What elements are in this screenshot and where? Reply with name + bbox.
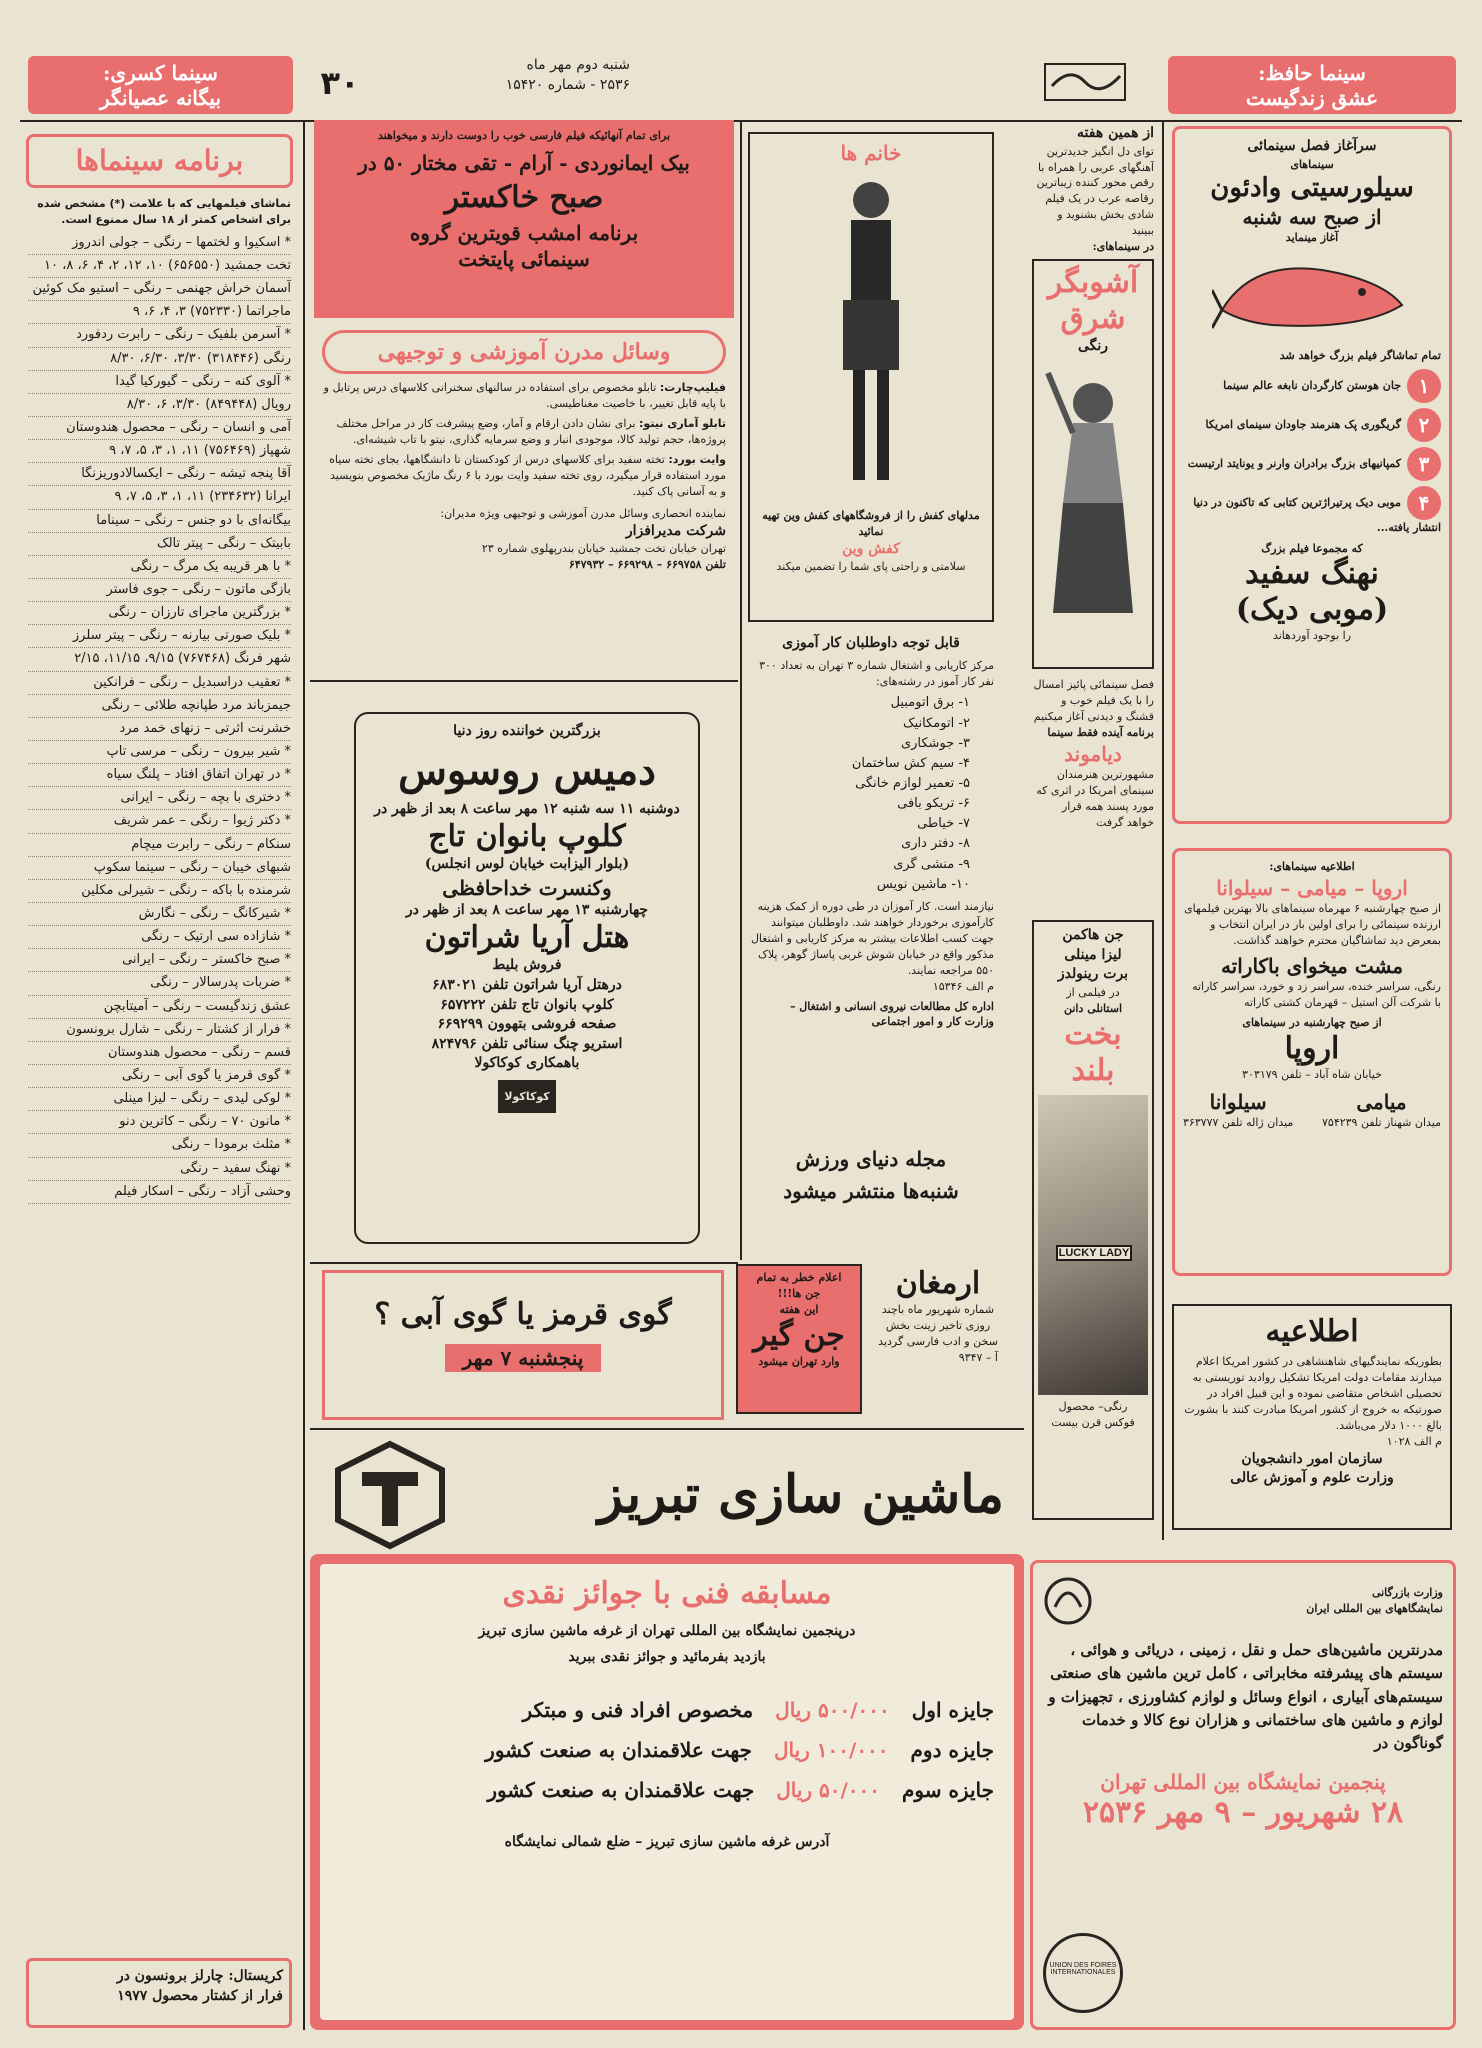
ad-bakht-boland [1032,920,1154,1520]
ad-educational-tools [314,326,734,676]
demis-date1: دوشنبه ۱۱ سه شنبه ۱۲ مهر ساعت ۸ بعد از ظهر در [374,800,680,817]
cinema-listing-item: بابیتک – رنگی – پیتر تالک [28,533,291,556]
karamooz-field-item: ۱۰- ماشین نویس [876,876,970,892]
demis-venue2: هتل آریا شراتون [424,920,630,956]
karamooz-field-item: ۷- خیاطی [917,816,970,832]
cinema-program-title: برنامه سینماها [75,144,244,177]
whale-item-text: کمپانیهای بزرگ برادران وارنر و یونایتد ارتیست [1187,456,1401,470]
tabriz-prize-row [340,1777,994,1803]
sobh-title: صبح خاکستر [444,179,604,215]
bakht-studio: فوکس قرن بیست [1051,1415,1135,1429]
cinema-listing-item: * بزرگترین ماجرای تارزان – رنگی [28,602,291,625]
tabriz-contest-panel [310,1554,1024,2030]
cinema-listing-item: شهپاز (۷۵۶۴۶۹) ۱۱، ۱، ۳، ۵، ۷، ۹ [28,440,291,463]
tabriz-prize-amount: ۵۰/۰۰۰ ریال [776,1778,881,1803]
edu-title: وسائل مدرن آموزشی و توجیهی [377,339,671,365]
cinema-listing-item: * در تهران اتفاق افتاد – پلنگ سیاه [28,764,291,787]
whale-item-number: ۲ [1407,408,1441,442]
coca-cola-logo: کوکاکولا [498,1080,555,1113]
europa-from: از صبح چهارشنبه در سینماهای [1242,1015,1382,1029]
edu-company: شرکت مدیرافزار [625,522,726,539]
ad-ashoobgar [1028,120,1158,900]
demis-tel4: استریو چنگ سنائی تلفن ۸۲۴۷۹۶ [431,1035,623,1052]
karamooz-field-item: ۶- تریکو بافی [897,796,970,812]
ad-karamooz [742,628,1000,1128]
sobh-cast: بیک ایمانوردی - آرام - تقی مختار ۵۰ در [358,150,690,175]
demis-venue1: کلوپ بانوان تاج [428,819,626,855]
cinema-listing-item: * آسرمن بلفیک – رنگی – رابرت ردفورد [28,324,291,347]
whale-conclusion: که مجموعا فیلم بزرگ [1261,541,1363,555]
whale-item [1183,486,1441,536]
edu-item1-title: فیلیپ‌چارت: [659,381,726,394]
tabriz-prize-desc: مخصوص افراد فنی و مبتکر [522,1698,754,1723]
ashoobgar-title: آشوبگر شرق [1047,265,1139,337]
karamooz-field-item: ۲- اتومکانیک [902,715,970,731]
demis-sponsor: باهمکاری کوکاکولا [474,1055,580,1072]
whale-start: آغاز مینماید [1285,230,1339,244]
cinema-listing-item: بیگانه‌ای با دو جنس – رنگی – سیناما [28,510,291,533]
dancer-figure-icon [1043,363,1143,623]
cinema-listing-item: شرمنده با باکه – رنگی – شیرلی مکلین [28,880,291,903]
cinema-listing-item: * آلوی کنه – رنگی – گیورکیا گیدا [28,371,291,394]
karamooz-field-item: ۴- سیم کش ساختمان [851,755,970,771]
fair-body: مدرنترین ماشین‌های حمل و نقل ، زمینی ، دریائی و هوائی ، سیستم های پیشرفته مخابراتی ، کامل ترین ماشین های صنعتی سیستم‌های آبیاری ، انواع وسائل و لوازم کشاورزی ، تجهیزات و لوازم و ماشین های ساختمانی و هزاران نوع کالا و خدمات گوناگون در [1048,1641,1443,1752]
ad-armaghan [874,1262,1002,1412]
cinema-listing-item: * لوکی لیدی – رنگی – لیزا مینلی [28,1088,291,1111]
whale-cinemas: سینماهای [1290,157,1334,171]
edu-title-frame [322,330,726,374]
demis-tel3: صفحه فروشی بتهوون ۶۶۹۲۹۹ [437,1016,617,1033]
edu-rep: نماینده انحصاری وسائل مدرن آموزشی و توجیهی ویژه مدیران: [440,506,726,520]
tabriz-address: آدرس غرفه ماشین سازی تبریز – ضلع شمالی نمایشگاه [504,1834,830,1851]
whale-title: نهنگ سفید [1245,556,1379,592]
cinema-listing-item: خشرنت اثرتی – زنهای خمد مرد [28,718,291,741]
edu-phones: تلفن ۶۶۹۷۵۸ – ۶۶۹۲۹۸ – ۶۴۷۹۳۲ [568,558,726,572]
cinema-listing-item: شهر فرنگ (۷۶۷۴۶۸) ۹/۱۵، ۱۱/۱۵، ۲/۱۵ [28,648,291,671]
whale-names: سیلورسیتی وادئون [1210,172,1414,203]
right-banner-title: سینما حافظ: [1258,61,1366,85]
karamooz-body: نیازمند است. کار آموزان در طی دوره از کمک هزینه کارآموزی برخوردار خواهند شد. داوطلبان میتوانند جهت کسب اطلاعات بیشتر به مرکز کاریابی و اشتغال مذکور واقع در خیابان شوش غربی پاساژ گوهر، پلاک ۵۵۰ مراجعه نمایند. [750,899,994,977]
cinema-listing-item: * گوی قرمز یا گوی آبی – رنگی [28,1065,291,1088]
whale-image [1183,250,1441,344]
varzesh-line1: مجله دنیای ورزش [795,1147,947,1171]
tabriz-line1: درپنجمین نمایشگاه بین المللی تهران از غرفه ماشین سازی تبریز [478,1623,856,1639]
whale-item-text: موبی دیک پرتیراژترین کتابی که تاکنون در دنیا انتشار یافته... [1193,495,1441,534]
ashoobgar-season: فصل سینمائی پائیز امسال را با یک فیلم خوب و قشنگ و دیدنی آغاز میکنیم [1033,678,1154,724]
page-number: ۳۰ [320,64,360,102]
tabriz-title: ماشین سازی تبریز [598,1464,1004,1526]
karamooz-sign1: اداره کل مطالعات نیروی انسانی و اشتغال – [789,999,994,1013]
cinema-listing-item: * مانون ۷۰ – رنگی – کاترین دنو [28,1111,291,1134]
newspaper-logo [1040,56,1130,108]
logo-icon [1040,56,1130,108]
ad-europa [1172,848,1452,1276]
ashoobgar-sub: رنگی [1077,338,1109,355]
left-header-banner [28,56,293,114]
sobh-intro: برای تمام آنهائیکه فیلم فارسی خوب را دوست دارند و میخواهند [377,129,671,142]
fair-dates: ۲۸ شهریور – ۹ مهر ۲۵۳۶ [1082,1795,1404,1831]
jengir-line4: وارد تهران میشود [758,1354,840,1368]
cinema-listing-item: ایرانا (۲۳۴۶۳۲) ۱۱، ۱، ۳، ۵، ۷، ۹ [28,486,291,509]
cinema-listing-item: عشق زندگیست – رنگی – آمیتابچن [28,996,291,1019]
cinema-listing-item: آقا پنجه تیشه – رنگی – ایکسالادوریزنگا [28,463,291,486]
cinema-listing-item: رویال (۸۴۹۴۴۸) ۳/۳۰، ۶، ۸/۳۰ [28,394,291,417]
karamooz-field-item: ۸- دفتر داری [901,836,970,852]
ashoobgar-cinema: دیاموند [1064,741,1122,766]
cinema-listing-item: قسم – رنگی – محصول هندوستان [28,1042,291,1065]
bakht-poster-image [1038,1095,1148,1395]
whale-from: از صبح سه شنبه [1242,204,1382,229]
cinema-program-footer [26,1958,292,2028]
whale-head: سرآغاز فصل سینمائی [1247,138,1377,154]
bakht-title: بخت بلند [1064,1016,1122,1088]
cinema-listing-item: * بلیک صورتی بیارنه – رنگی – پیتر سلرز [28,625,291,648]
edu-item3-title: وایت بورد: [668,452,726,466]
notice-title: اطلاعیه [1265,1314,1359,1349]
cinema-listing-item: بازگی ماتون – رنگی – جوی فاستر [28,579,291,602]
whale-item-text: جان هوستن کارگردان نابغه عالم سینما [1223,378,1401,392]
edu-item2-title: تابلو آماری نیتو: [639,416,726,430]
whale-title2: (موبی دیک) [1235,592,1389,628]
bakht-in-film: در فیلمی از [1066,985,1120,999]
armaghan-text: شماره شهریور ماه باچند روزی تاخیر زینت بخش سخن و ادب فارسی گردید [878,1303,998,1348]
cinema-listing-item: * دختری با بچه – رنگی – ایرانی [28,787,291,810]
tabriz-prize-desc: جهت علاقمندان به صنعت کشور [487,1778,755,1803]
cinema-listing-item: شبهای خیبان – رنگی – سینما سکوپ [28,857,291,880]
cinema-listing-item: آمی و انسان – رنگی – محصول هندوستان [28,417,291,440]
europa-c3-addr: میدان ژاله تلفن ۳۶۳۷۷۷ [1183,1115,1294,1129]
europa-c2: میامی [1356,1089,1407,1114]
rule-mid [310,1428,1024,1430]
ministry-emblem-icon [1043,1573,1093,1629]
cinema-listing-item: * شیر بیرون – رنگی – مرسی تاپ [28,741,291,764]
cinema-listing-item: سنکام – رنگی – رابرت میچام [28,834,291,857]
cinema-program [22,128,297,2028]
left-banner-title: سینما کسری: [103,61,218,85]
ad-goy [322,1270,724,1420]
cinema-listing-item: * نهنگ سفید – رنگی [28,1158,291,1181]
notice-body: بطوریکه نمایندگیهای شاهنشاهی در کشور امریکا اعلام میدارند مقامات دولت امریکا تشکیل روادید توریستی به تحصیلی اشخاص متقاضی نموده و این قبیل افراد در صورتیکه به خروج از کشور امریکا مبادرت کنند با بشورت بالغ ۱۰۰۰ دلار می‌باشد. [1184,1355,1442,1432]
ashoobgar-future: برنامه آینده فقط سینما [1047,725,1154,739]
cinema-program-header [26,134,293,188]
karamooz-sign2: وزارت کار و امور اجتماعی [871,1015,994,1029]
whale-sub: تمام تماشاگر فیلم بزرگ خواهد شد [1279,348,1441,362]
ad-khanumha [748,132,994,622]
cinema-listings [22,230,297,1206]
tabriz-prize-row [340,1697,994,1723]
cinema-listing-item: * ضربات پدرسالار – رنگی [28,972,291,995]
jengir-line2: جن ها!!! [777,1286,821,1300]
ad-sobh-khakestar [314,120,734,318]
col-rule-2 [740,120,742,1260]
cinema-listing-item: * با هر قریبه یک مرگ – رنگی [28,556,291,579]
khanumha-tag: سلامتی و راحتی پای شما را تضمین میکند [776,560,966,574]
date-text: شنبه دوم مهر ماه [526,57,630,73]
whale-item-number: ۳ [1407,447,1441,481]
edu-address: تهران خیابان تخت جمشید خیابان بندرپهلوی شماره ۲۳ [481,542,726,556]
bakht-cast3: برت رینولدز [1057,966,1129,983]
notice-sign2: وزارت علوم و آموزش عالی [1230,1470,1394,1487]
cinema-listing-item: وحشی آزاد – رنگی – اسکار فیلم [28,1181,291,1204]
cinema-listing-item: * فرار از کشتار – رنگی – شارل برونسون [28,1019,291,1042]
footer-line2: فرار از کشتار محصول ۱۹۷۷ [117,1987,283,2004]
edu-item1-text: تابلو مخصوص برای استفاده در سالنهای سخنرانی کلاسهای درس پرتابل و با پایه قابل تغییر، با خاصیت مغناطیسی. [323,381,726,410]
rule-edu [310,680,738,682]
tabriz-prize-desc: جهت علاقمندان به صنعت کشور [485,1738,752,1763]
karamooz-field-item: ۹- منشی گری [893,856,970,872]
fair-org: نمایشگاههای بین المللی ایران [1306,1602,1443,1615]
ad-white-whale [1172,126,1452,824]
khanumha-caption: مدلهای کفش را از فروشگاههای کفش وین تهیه نمائید [762,509,980,538]
whale-items [1183,369,1441,536]
whale-icon [1212,250,1412,340]
col-rule-1 [303,120,305,2030]
cinema-listing-item: * صبح خاکستر – رنگی – ایرانی [28,949,291,972]
demis-name: دمیس روسوس [398,746,656,794]
ad-varzesh [742,1140,1000,1240]
ad-fair [1030,1560,1456,2030]
khanumha-title: خانم ها [840,141,902,165]
sobh-line: برنامه امشب قویترین گروه [409,220,639,245]
whale-item-number: ۱ [1407,369,1441,403]
goy-date: پنجشنبه ۷ مهر [445,1344,602,1372]
cinema-listing-item: * مثلث برمودا – رنگی [28,1134,291,1157]
europa-desc: رنگی، سراسر خنده، سراسر زد و خورد، سراسر کاراته با شرکت آلن استیل – قهرمان کشتی کاراته [1192,979,1441,1009]
ad-notice [1172,1304,1452,1530]
whale-item-text: گریگوری پک هنرمند جاودان سینمای امریکا [1205,417,1401,431]
left-banner-sub: بیگانه عصیانگر [99,86,222,110]
whale-item-number: ۴ [1407,486,1441,520]
rule-demis [310,1262,738,1264]
edu-item2-text: برای نشان دادن ارقام و آمار، وضع پیشرفت کار در مراحل مختلف پروژه‌ها، حجم تولید کالا، موجودی انبار و وضع سرمایه گذاری، نیتو با تاب شیشه‌ای. [336,416,726,446]
fair-ministry: وزارت بازرگانی [1371,1586,1443,1600]
fair-union-logo: UNION DES FOIRES INTERNATIONALES [1043,1933,1123,2013]
tabriz-prize-amount: ۵۰۰/۰۰۰ ریال [775,1698,890,1723]
demis-top: بزرگترین خواننده روز دنیا [453,723,601,739]
karamooz-field-item: ۳- جوشکاری [900,735,970,751]
right-header-banner [1168,56,1456,114]
tabriz-prize-rank: جایزه اول [911,1698,994,1723]
tabriz-prize-row [340,1737,994,1763]
demis-address1: (بلوار الیزابت خیابان لوس انجلس) [424,856,630,873]
cinema-listing-item: ماجراتما (۷۵۲۳۳۰) ۳، ۴، ۶، ۹ [28,301,291,324]
jengir-title: جن گیر [753,1317,845,1353]
dancer-image [1043,363,1143,623]
ad-jengir [736,1264,862,1414]
tabriz-prize-rank: جایزه دوم [910,1738,994,1763]
demis-date2: چهارشنبه ۱۳ مهر ساعت ۸ بعد از ظهر در [405,901,649,918]
armaghan-ref: آ – ۹۳۴۷ [958,1350,998,1364]
demis-sale: فروش بلیط [492,957,562,974]
cinema-listing-item: رنگی (۳۱۸۴۴۶) ۳/۳۰، ۶/۳۰، ۸/۳۰ [28,348,291,371]
issue-text: ۲۵۳۶ - شماره ۱۵۴۲۰ [505,76,630,93]
ad-tabriz [310,1436,1024,2030]
whale-item [1183,447,1441,481]
tabriz-prize-rank: جایزه سوم [902,1778,994,1803]
tabriz-prize-amount: ۱۰۰/۰۰۰ ریال [773,1738,889,1763]
bakht-cast1: جن هاکمن [1062,927,1124,943]
karamooz-intro: مرکز کاریابی و اشتغال شماره ۳ تهران به تعداد ۳۰۰ نفر کار آموز در رشته‌های: [759,658,994,688]
whale-item [1183,408,1441,442]
bakht-director: استانلی دانن [1063,1001,1123,1015]
europa-body: از صبح چهارشنبه ۶ مهرماه سینماهای بالا بهترین فیلمهای ارزنده سینمائی را برای اولین بار در ایران انتخاب و بمعرض دید تماشاگیان محترم خواهند گذاشت. [1184,901,1441,947]
ashoobgar-in: در سینماهای: [1092,240,1154,254]
cinema-listing-item: * دکتر ژیوا – رنگی – عمر شریف [28,810,291,833]
khanumha-brand: کفش وین [842,540,900,557]
europa-c1: اروپا [1284,1030,1340,1066]
europa-c3: سیلوانا [1209,1089,1267,1114]
ashoobgar-intro: از همین هفته [1077,125,1154,141]
karamooz-field-item: ۵- تعمیر لوازم خانگی [855,776,970,792]
ad-demis-roussos [354,712,700,1244]
karamooz-field-item: ۱- برق اتومبیل [890,695,970,711]
cinema-listing-item: * شازاده سی ارتیک – رنگی [28,926,291,949]
cinema-listing-item: * تعقیب دراسبدیل – رنگی – فرانکین [28,672,291,695]
footer-line1: کریستال: چارلز برونسون در [116,1968,283,1984]
europa-c2-addr: میدان شهناز تلفن ۷۵۴۲۳۹ [1322,1115,1441,1129]
cinema-listing-item: * شیرکانگ – رنگی – نگارش [28,903,291,926]
varzesh-line2: شنبه‌ها منتشر میشود [783,1179,959,1203]
whale-end: را بوجود آوردهاند [1272,629,1352,643]
tabriz-line2: بازدید بفرمائید و جوائز نقدی ببرید [568,1648,766,1665]
cinema-listing-item: آسمان خراش جهنمی – رنگی – استیو مک کوئین [28,278,291,301]
sobh-line2: سینمائی پایتخت [458,246,590,271]
demis-tel1: درهتل آریا شراتون تلفن ۶۸۳۰۲۱ [432,976,622,993]
model-figure-icon [811,172,931,502]
europa-names: اروپا – میامی – سیلوانا [1216,875,1408,900]
jengir-line3: این هفته [779,1302,819,1316]
cinema-program-intro: تماشای فیلمهایی که با علامت (*) مشخص شده برای اشخاص کمتر از ۱۸ سال ممنوع است. [37,197,291,226]
europa-head: اطلاعیه سینماهای: [1269,860,1355,873]
bakht-cast2: لیزا مینلی [1064,946,1122,963]
goy-title: گوی قرمز یا گوی آبی ؟ [374,1297,672,1332]
lucky-lady-label: LUCKY LADY [1056,1245,1132,1261]
fair-title: پنجمین نمایشگاه بین المللی تهران [1100,1770,1386,1795]
armaghan-title: ارمغان [895,1266,981,1301]
europa-c1-addr: خیابان شاه آباد – تلفن ۳۰۳۱۷۹ [1242,1067,1382,1081]
cinema-listing-item: تخت جمشید (۶۵۶۵۵۰) ۱۰، ۱۲، ۲، ۴، ۶، ۸، ۱۰ [28,255,291,278]
model-image [811,172,931,502]
tabriz-logo-icon [330,1440,450,1550]
ashoobgar-bottom: مشهورترین هنرمندان سینمای امریکا در اثری که مورد پسند همه قرار خواهد گرفت [1036,767,1154,829]
notice-sign1: سازمان امور دانشجویان [1241,1450,1383,1467]
whale-item [1183,369,1441,403]
karamooz-ref: م الف ۱۵۳۴۶ [932,979,994,993]
right-banner-sub: عشق زندگیست [1245,86,1379,110]
tabriz-prizes [340,1697,994,1803]
cinema-listing-item: * اسکیوا و لختمها – رنگی – جولی اندروز [28,232,291,255]
jengir-line1: اعلام خطر به تمام [756,1271,842,1284]
ashoobgar-text: توای دل انگیز جدیدترین آهنگهای عربی را همراه با رقص محور کننده زیباترین رقاصه عرب در یک فیلم شادی بخش بشنوید و ببینید [1036,144,1154,238]
issue-date [380,56,630,112]
demis-tel2: کلوپ بانوان تاج تلفن ۶۵۷۲۲۲ [440,996,614,1013]
tabriz-contest: مسابقه فنی با جوائز نقدی [502,1576,832,1611]
demis-with: وکنسرت خداحافظی [442,875,612,900]
notice-ref: م الف ۱۰۲۸ [1386,1434,1442,1448]
col-rule-3 [1162,120,1164,1540]
cinema-listing-item: جیمزباند مرد طپانچه طلائی – رنگی [28,695,291,718]
edu-item3-text: تخته سفید برای کلاسهای درس از کودکستان تا دانشگاهها، بجای تخته سیاه مورد استفاده قرار میگیرد، روی تخته سفید وایت بورد با ۶ رنگ ماژیک مخصوص بنویسید و به آسانی پاک کنید. [329,452,726,498]
bakht-color: رنگی– محصول [1058,1399,1128,1413]
karamooz-title: قابل توجه داوطلبان کار آموزی [782,635,960,651]
europa-title: مشت میخوای باکاراته [1220,953,1404,978]
karamooz-fields [748,693,994,894]
